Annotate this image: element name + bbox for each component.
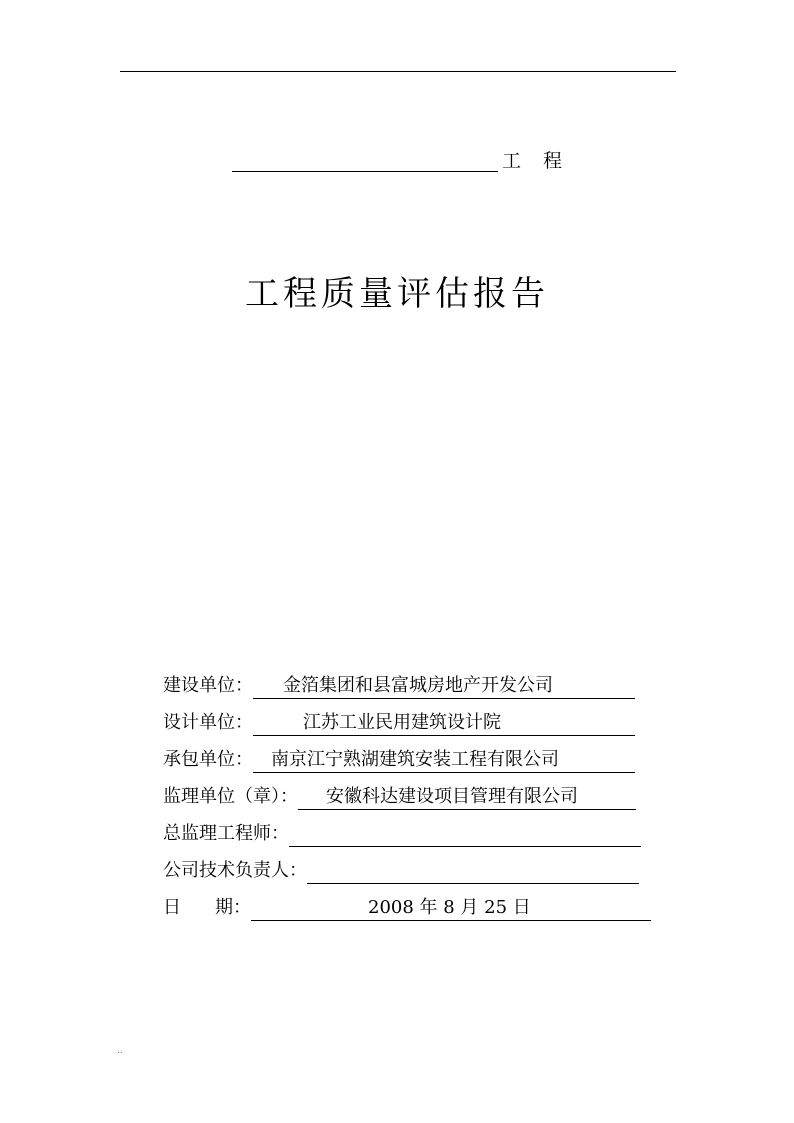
contractor-value: 南京江宁熟湖建筑安装工程有限公司	[253, 747, 635, 773]
contractor-row	[163, 736, 673, 773]
construction-unit-label: 建设单位：	[163, 675, 253, 696]
top-rule	[120, 71, 676, 72]
contractor-label: 承包单位：	[163, 749, 253, 770]
technical-lead-value	[307, 858, 639, 884]
report-info-block	[163, 662, 673, 921]
date-label	[163, 895, 251, 921]
supervisor-unit-value: 安徽科达建设项目管理有限公司	[298, 784, 636, 810]
date-label-char-1: 日	[163, 897, 181, 918]
construction-unit-row	[163, 662, 673, 699]
construction-unit-value: 金箔集团和县富城房地产开发公司	[253, 673, 635, 699]
supervisor-unit-label: 监理单位（章）：	[163, 786, 298, 807]
footer-mark: ..	[117, 1046, 123, 1056]
technical-lead-label: 公司技术负责人：	[163, 860, 307, 881]
supervisor-unit-row	[163, 773, 673, 810]
report-title: 工程质量评估报告	[245, 274, 549, 314]
date-label-char-2: 期：	[215, 897, 251, 918]
design-unit-label: 设计单位：	[163, 712, 253, 733]
chief-supervisor-label: 总监理工程师：	[163, 823, 289, 844]
date-value: 2008 年 8 月 25 日	[251, 895, 651, 921]
project-suffix-char-2: 程	[543, 150, 563, 172]
project-suffix-char-1: 工	[502, 150, 522, 172]
chief-supervisor-row	[163, 810, 673, 847]
technical-lead-row	[163, 847, 673, 884]
project-name-blank	[232, 149, 498, 172]
project-name-line	[232, 146, 562, 172]
design-unit-row	[163, 699, 673, 736]
date-row	[163, 884, 673, 921]
design-unit-value: 江苏工业民用建筑设计院	[253, 710, 635, 736]
project-suffix	[498, 150, 562, 172]
chief-supervisor-value	[289, 821, 641, 847]
